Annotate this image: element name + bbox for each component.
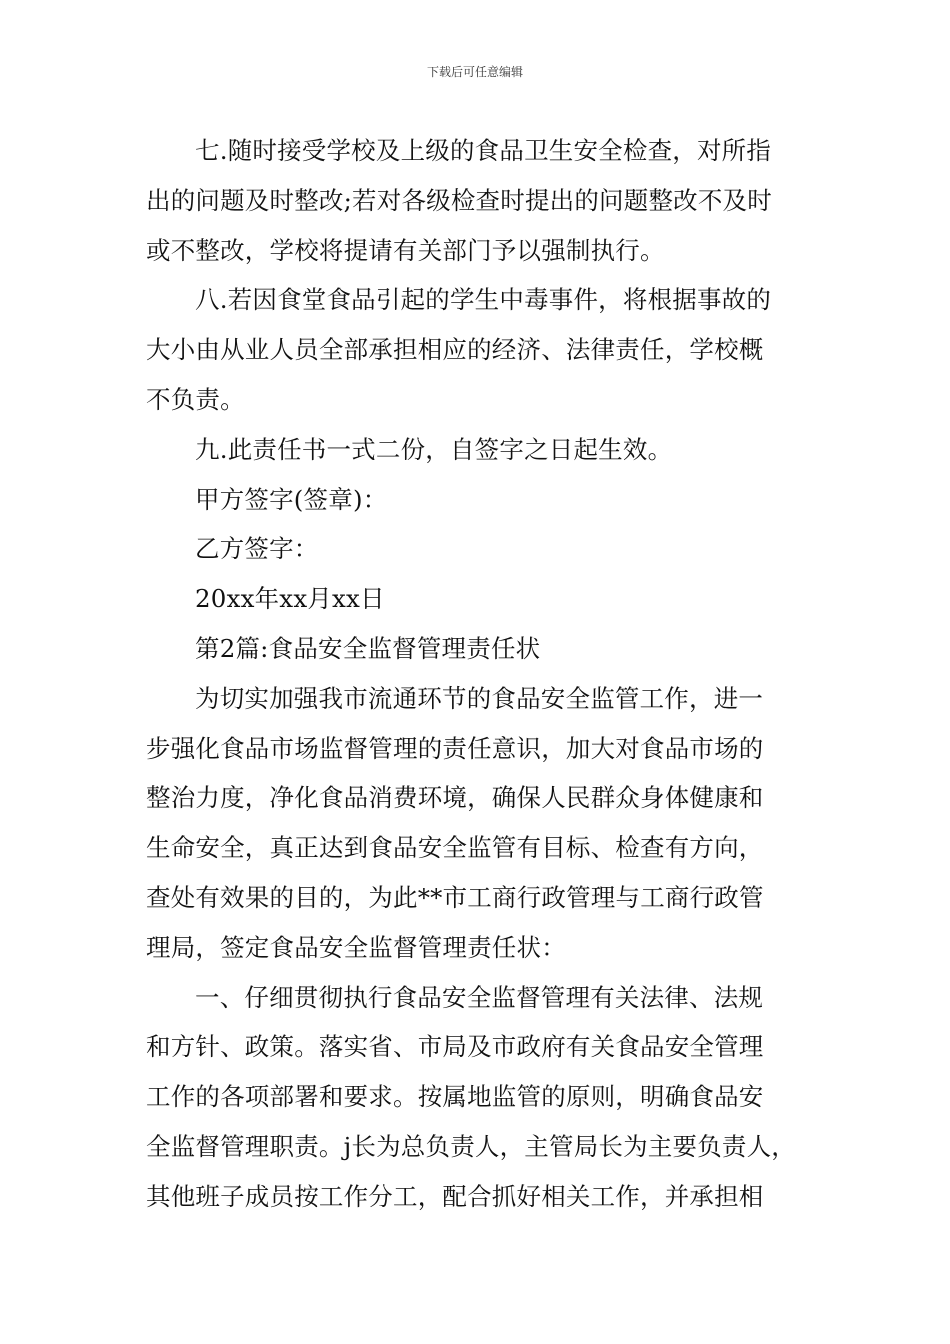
text-line: 整治力度，净化食品消费环境，确保人民群众身体健康和: [146, 783, 764, 813]
text-line: 九.此责任书一式二份，自签字之日起生效。: [195, 434, 673, 464]
document-body: [146, 126, 826, 1222]
section-title: 第2篇:食品安全监督管理责任状: [195, 633, 541, 663]
text-line: 或不整改，学校将提请有关部门予以强制执行。: [146, 235, 665, 265]
text-line: 查处有效果的目的，为此**市工商行政管理与工商行政管: [146, 882, 764, 912]
text-line: 大小由从业人员全部承担相应的经济、法律责任，学校概: [146, 335, 764, 365]
text-line: 一、仔细贯彻执行食品安全监督管理有关法律、法规: [195, 982, 764, 1012]
date-line: 20xx年xx月xx日: [195, 584, 385, 614]
signature-party-a: 甲方签字(签章)：: [195, 484, 388, 514]
text-line: 工作的各项部署和要求。按属地监管的原则，明确食品安: [146, 1082, 764, 1112]
text-line: 其他班子成员按工作分工，配合抓好相关工作，并承担相: [146, 1181, 764, 1211]
page-header: 下载后可任意编辑: [426, 65, 523, 79]
text-line: 生命安全，真正达到食品安全监管有目标、检查有方向，: [146, 833, 764, 863]
text-line: 和方针、政策。落实省、市局及市政府有关食品安全管理: [146, 1032, 764, 1062]
signature-party-b: 乙方签字：: [195, 534, 319, 564]
text-line: 为切实加强我市流通环节的食品安全监管工作，进一: [195, 683, 764, 713]
text-line: 不负责。: [146, 384, 245, 414]
text-line: 步强化食品市场监督管理的责任意识，加大对食品市场的: [146, 733, 764, 763]
text-line: 出的问题及时整改;若对各级检查时提出的问题整改不及时: [146, 185, 772, 215]
text-line: 全监督管理职责。j长为总负责人，主管局长为主要负责人，: [146, 1131, 796, 1161]
text-line: 七.随时接受学校及上级的食品卫生安全检查，对所指: [195, 136, 772, 165]
text-line: 理局，签定食品安全监督管理责任状：: [146, 932, 566, 962]
text-line: 八.若因食堂食品引起的学生中毒事件，将根据事故的: [195, 285, 772, 315]
